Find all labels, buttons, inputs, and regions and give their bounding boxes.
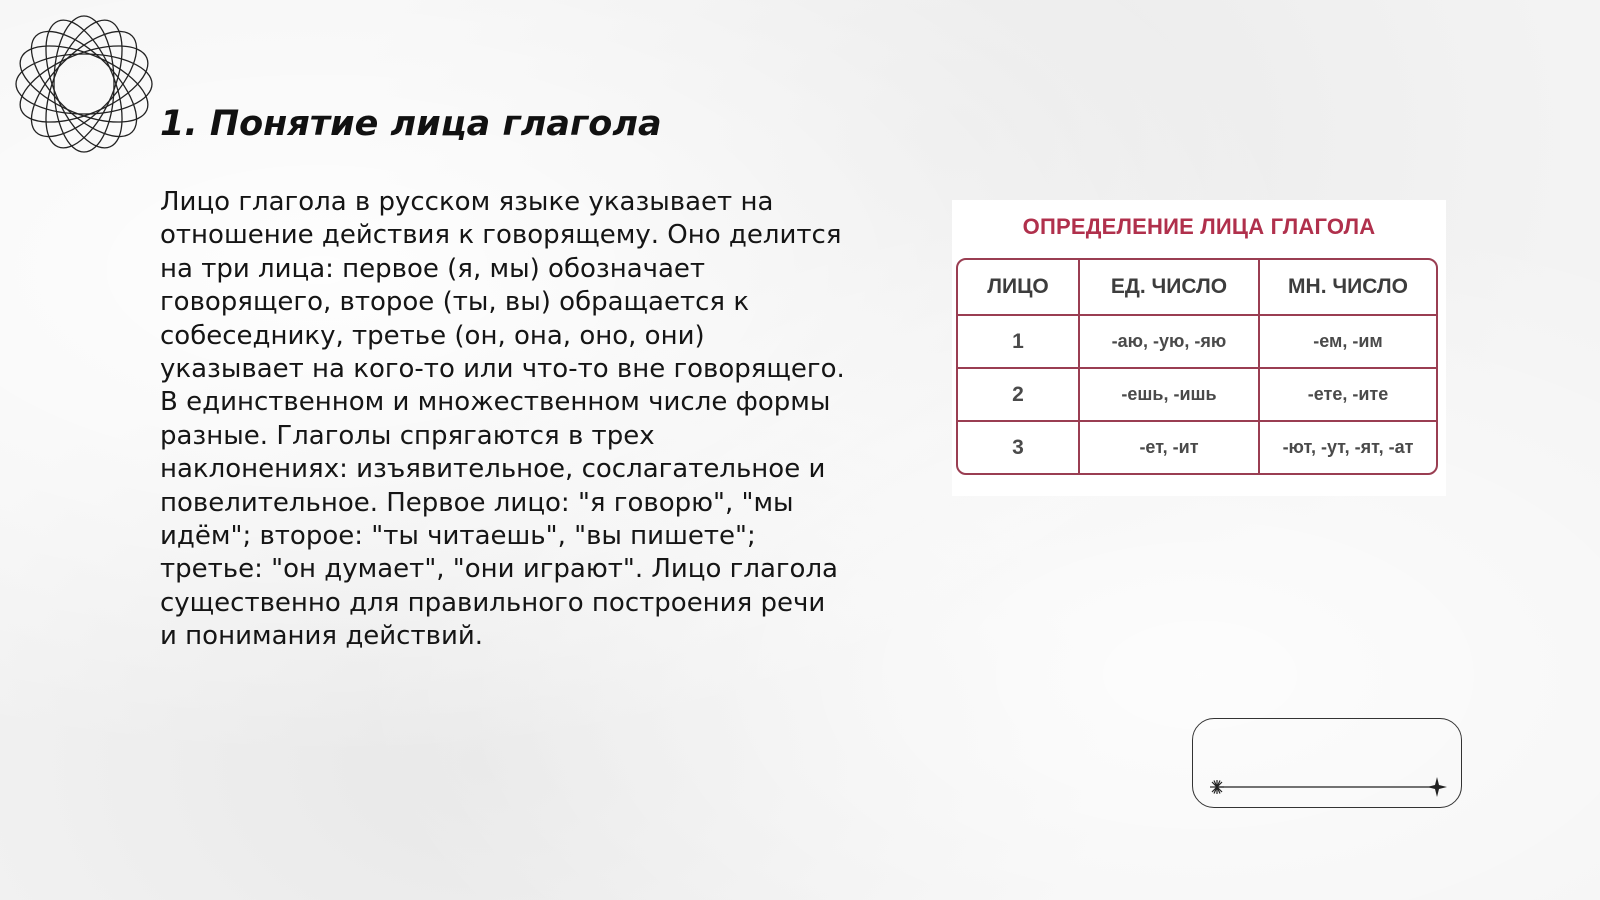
progress-line [1207,775,1447,799]
table-image [952,200,1446,496]
body-paragraph: Лицо глагола в русском языке указывает на отношение действия к говорящему. Оно делится на три лица: первое (я, мы) обозначает говорящего, второе (ты, вы) обращается к собеседнику, третье (он, она, оно, они) указывает на кого-то или что-то вне говорящего. В единственном и множественном числе формы разные. Глаголы спрягаются в трех наклонениях: изъявительное, сослагательное и повелительное. Первое лицо: "я говорю", "мы идём"; второе: "ты читаешь", "вы пишете"; третье: "он думает", "они играют". Лицо глагола существенно для правильного построения речи и понимания действий. [160,187,845,652]
table-row [958,369,1436,422]
column-header-singular: ЕД. ЧИСЛО [1080,260,1260,316]
plural-cell: -ют, -ут, -ят, -ат [1282,437,1414,457]
circle-rosette-icon [10,10,158,158]
person-cell: 1 [958,316,1080,369]
person-cell: 3 [958,422,1080,473]
decorative-frame [1192,718,1462,808]
plural-cell: -ем, -им [1260,316,1436,369]
verb-person-table [956,258,1438,475]
singular-cell: -аю, -ую, -яю [1080,316,1260,369]
table-row [958,316,1436,369]
table-title: ОПРЕДЕЛЕНИЕ ЛИЦА ГЛАГОЛА [1022,214,1376,239]
singular-cell: -ешь, -ишь [1080,369,1260,422]
column-header-person: ЛИЦО [958,260,1080,316]
singular-cell: -ет, -ит [1080,422,1260,473]
table-header-row [958,260,1436,316]
plural-cell: -ете, -ите [1260,369,1436,422]
sparkle-icon [1427,777,1447,797]
page-title: 1. Понятие лица глагола [160,104,662,144]
person-cell: 2 [958,369,1080,422]
table-row [958,422,1436,473]
starburst-icon [1210,780,1224,794]
column-header-plural: МН. ЧИСЛО [1260,260,1436,316]
